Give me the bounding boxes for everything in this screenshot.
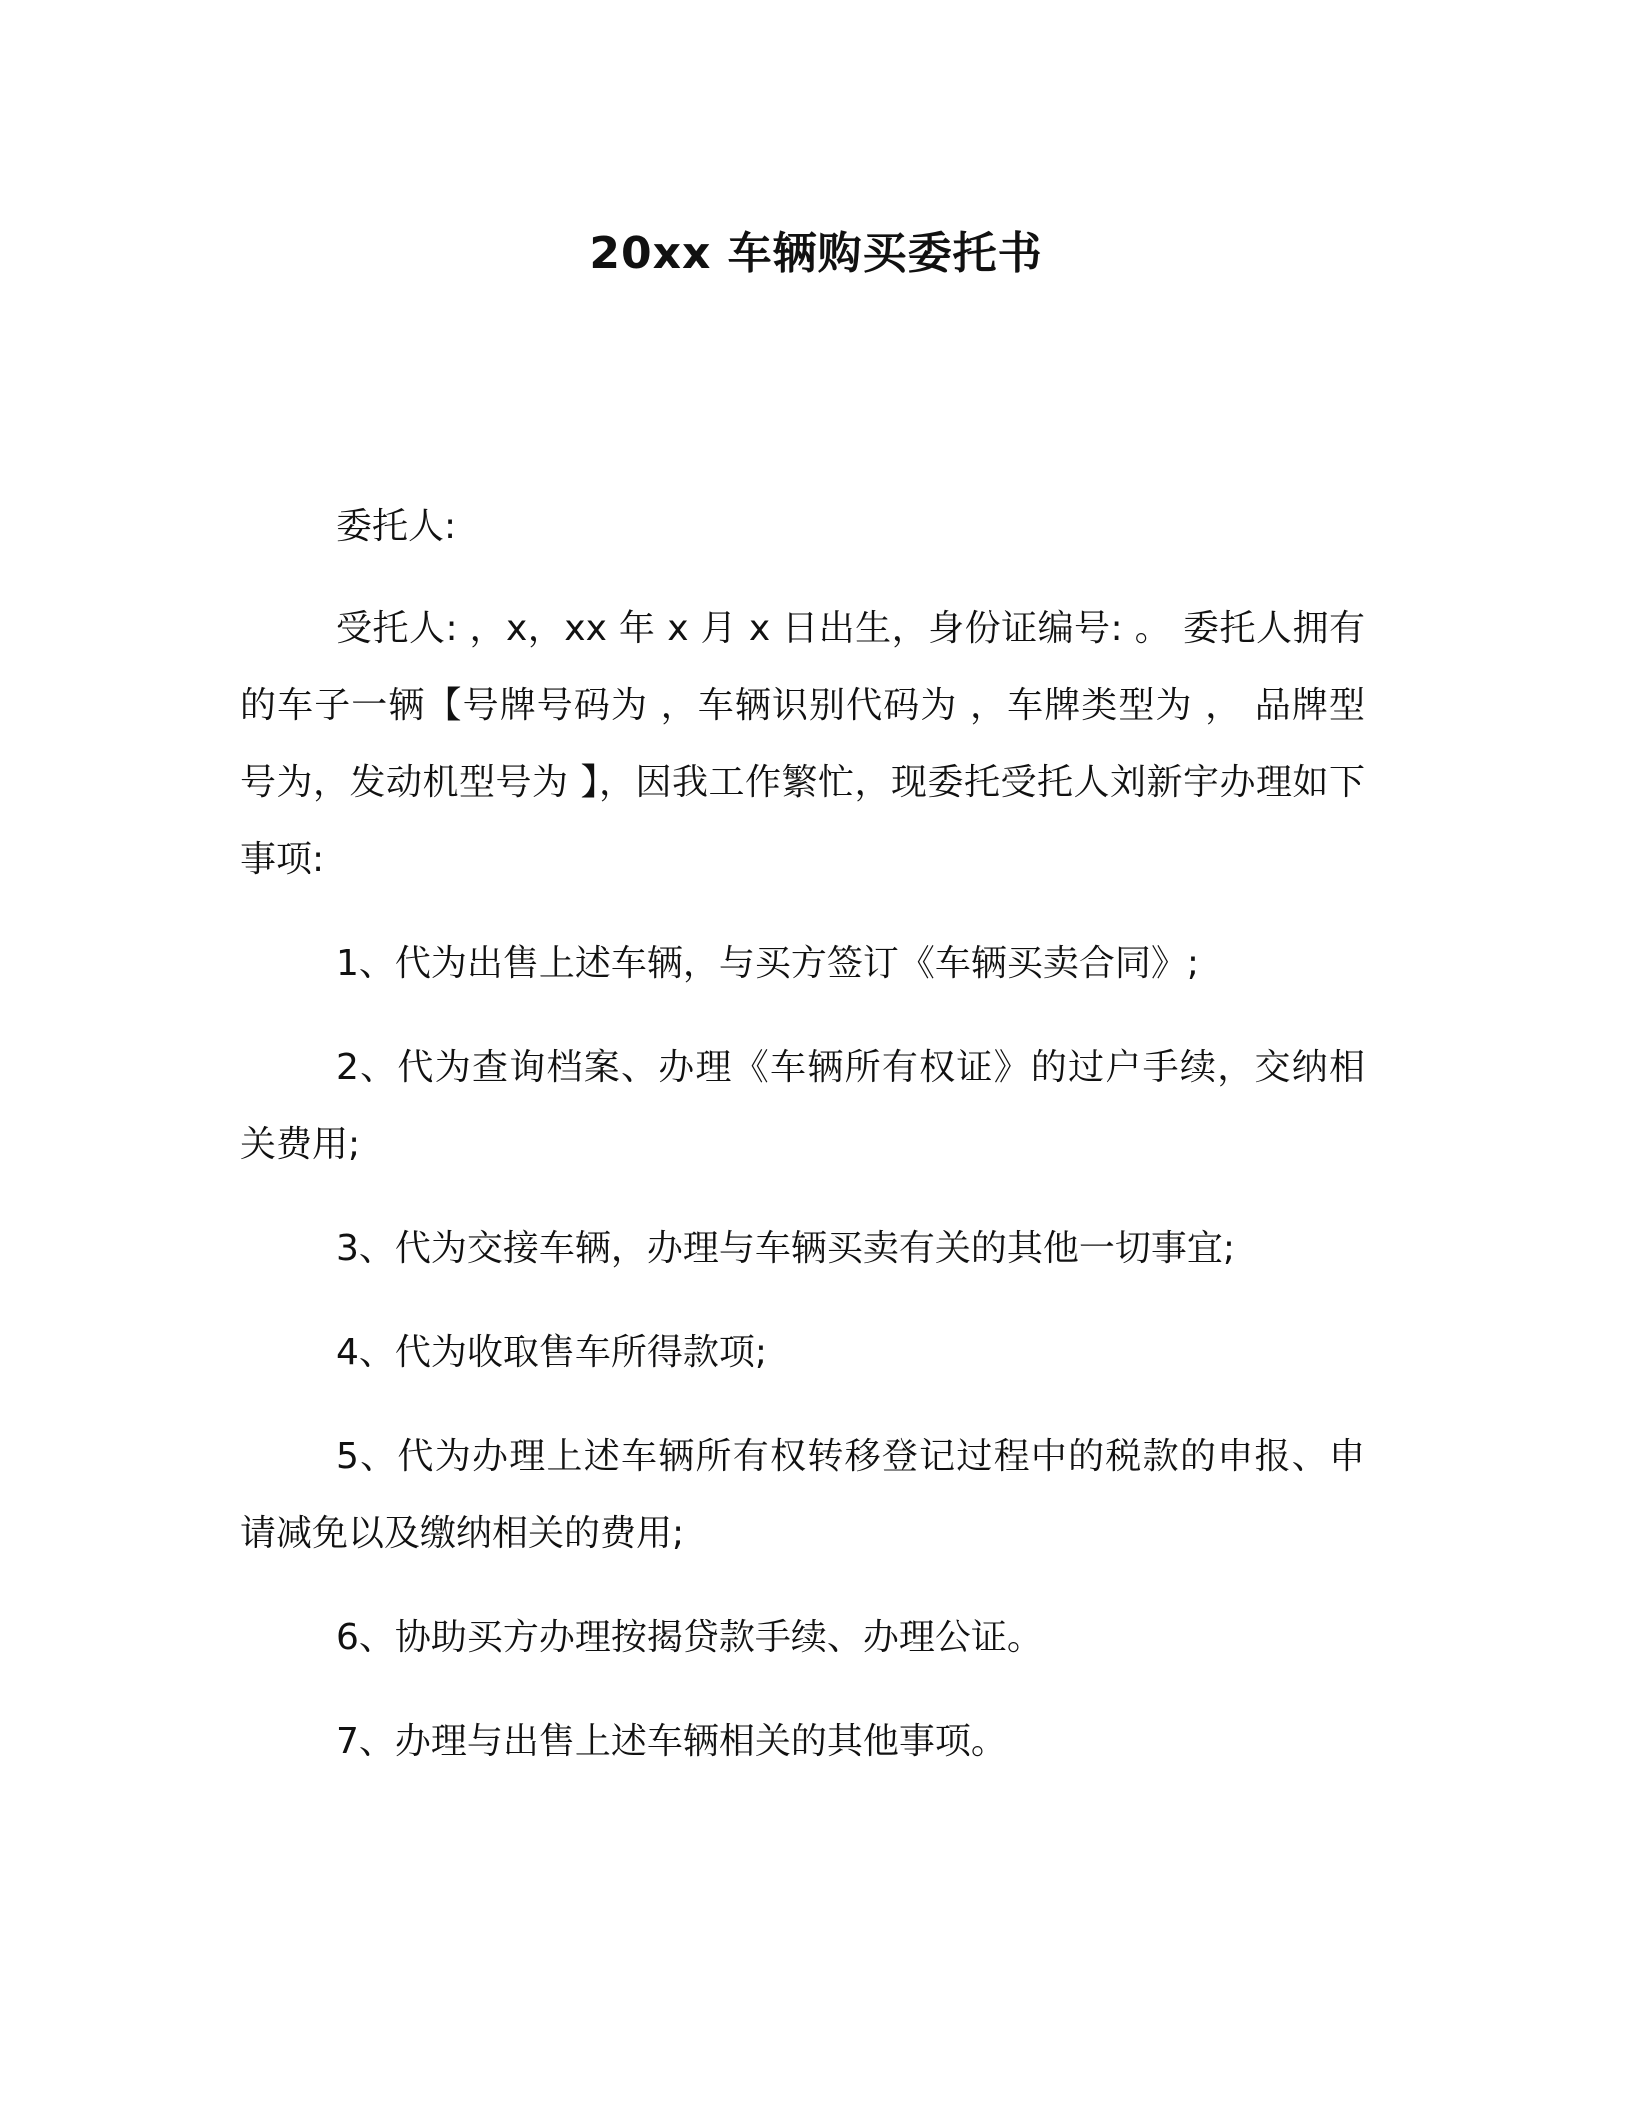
paragraph-principal: 委托人:	[336, 506, 457, 547]
list-item: 3、代为交接车辆，办理与车辆买卖有关的其他一切事宜;	[336, 1228, 1236, 1269]
list-item: 5、代为办理上述车辆所有权转移登记过程中的税款的申报、申请减免以及缴纳相关的费用;	[240, 1436, 1365, 1554]
list-item: 6、协助买方办理按揭贷款手续、办理公证。	[336, 1617, 1043, 1658]
list-item: 7、办理与出售上述车辆相关的其他事项。	[336, 1721, 1007, 1762]
list-item: 2、代为查询档案、办理《车辆所有权证》的过户手续，交纳相关费用;	[240, 1047, 1365, 1165]
document-body	[240, 488, 1365, 1807]
paragraph-agent: 受托人: ，x，xx 年 x 月 x 日出生，身份证编号: 。 委托人拥有 的车子一辆【号牌号码为 ，车辆识别代码为 ，车牌类型为 ， 品牌型号为，发动机型号为 】，因我工作繁忙，现委托受托人刘新宇办理如下事项:	[240, 608, 1365, 880]
document-title: 20xx 车辆购买委托书	[589, 228, 1043, 279]
list-item: 1、代为出售上述车辆，与买方签订《车辆买卖合同》;	[336, 943, 1200, 984]
list-item: 4、代为收取售车所得款项;	[336, 1332, 768, 1373]
